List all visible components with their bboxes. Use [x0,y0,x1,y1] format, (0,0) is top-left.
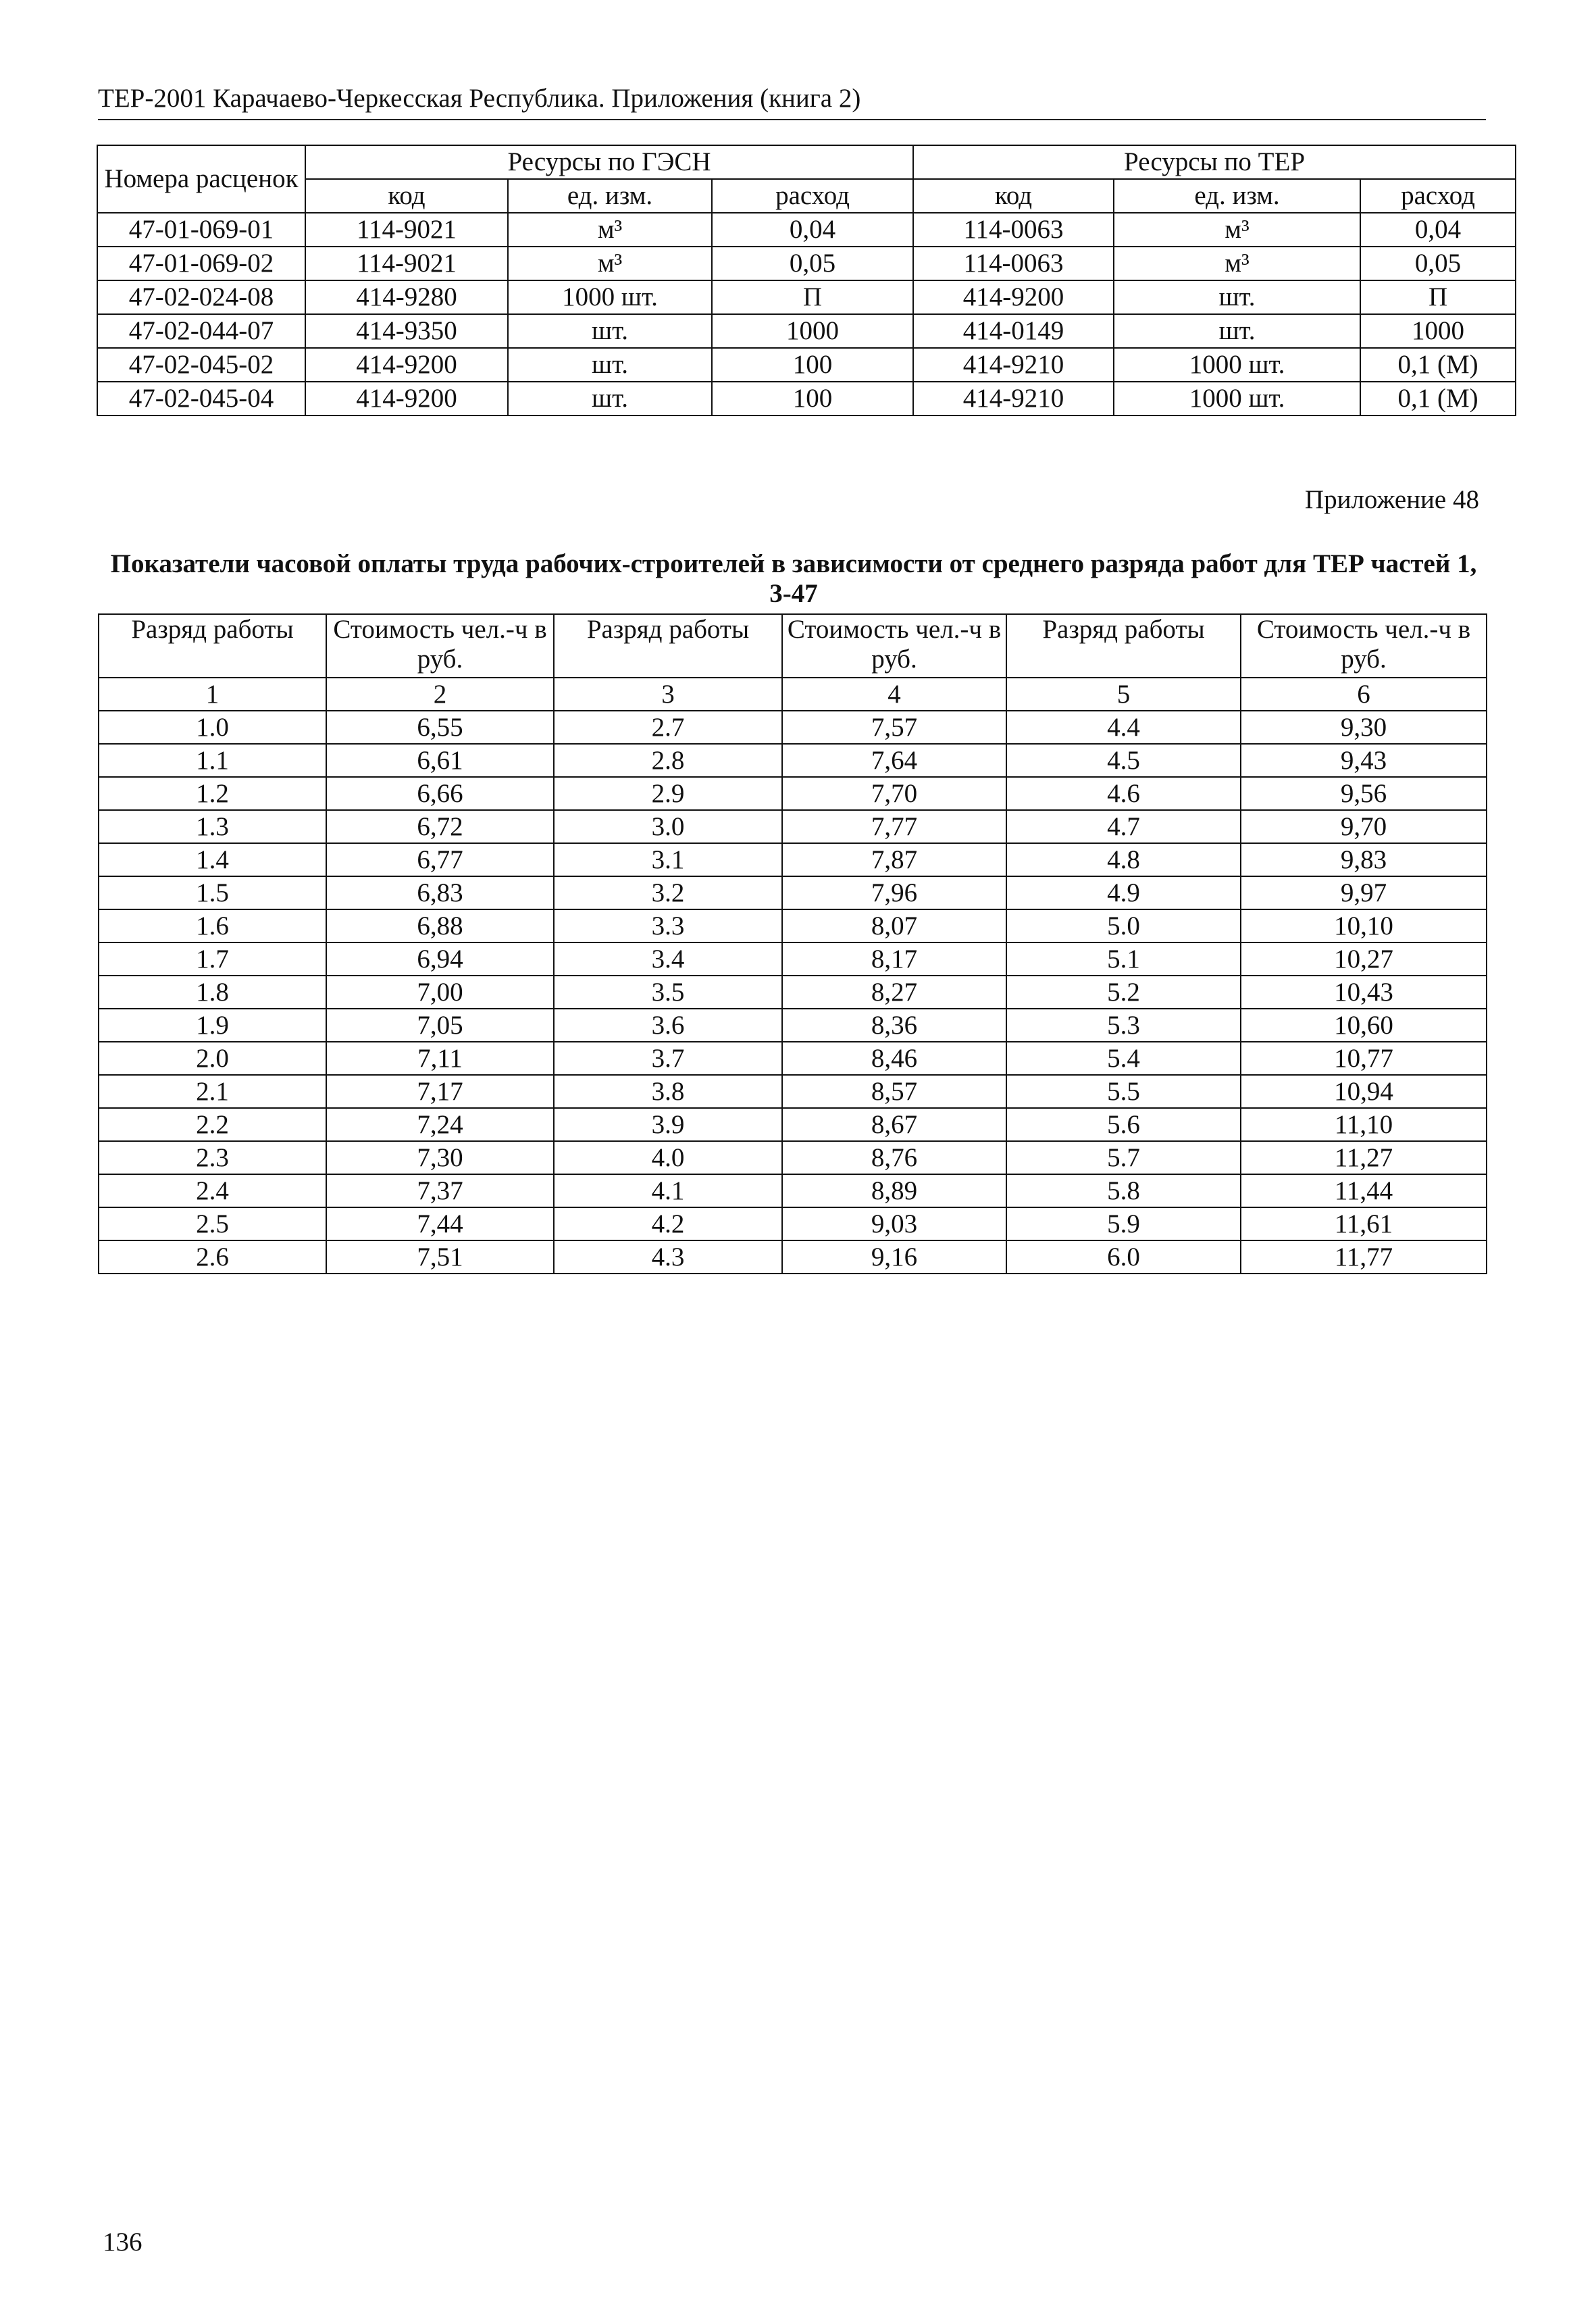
table-cell: 1000 [712,314,913,348]
table-cell: 3.2 [554,876,782,909]
table-cell: 6,61 [326,744,554,777]
table-row [99,909,1487,942]
table-cell: 4.3 [554,1240,782,1274]
table-cell: 7,00 [326,976,554,1009]
table-cell: 5.9 [1006,1207,1241,1240]
table-cell: 414-9200 [305,382,508,416]
table-cell: 414-0149 [913,314,1114,348]
table-cell: 1.1 [99,744,326,777]
table-cell: 8,07 [782,909,1006,942]
cost-header: Стоимость чел.-ч в руб. [1241,614,1487,678]
table-cell: 8,46 [782,1042,1006,1075]
table-cell: шт. [508,348,712,382]
table-cell: 8,17 [782,942,1006,976]
table-cell: 2.8 [554,744,782,777]
table-cell: 11,77 [1241,1240,1487,1274]
table-cell: 1.5 [99,876,326,909]
table-row [99,777,1487,810]
table-cell: 8,76 [782,1141,1006,1174]
column-number: 4 [782,678,1006,711]
table-cell: 11,61 [1241,1207,1487,1240]
table-cell: 5.4 [1006,1042,1241,1075]
table-cell: 7,77 [782,810,1006,843]
table-cell: 8,27 [782,976,1006,1009]
ter-unit-header: ед. изм. [1114,179,1360,213]
resource-head-row [97,145,1516,179]
cost-header: Стоимость чел.-ч в руб. [326,614,554,678]
table-cell: 5.7 [1006,1141,1241,1174]
table-cell: 114-0063 [913,213,1114,247]
table-cell: 5.2 [1006,976,1241,1009]
table-cell: 6,72 [326,810,554,843]
table-cell: 2.4 [99,1174,326,1207]
table-row [99,711,1487,744]
column-number: 2 [326,678,554,711]
table-cell: 5.5 [1006,1075,1241,1108]
table-cell: 4.1 [554,1174,782,1207]
table-row [97,382,1516,416]
table-cell: 9,56 [1241,777,1487,810]
table-row [97,213,1516,247]
table-row [97,280,1516,314]
table-cell: 6,66 [326,777,554,810]
rate-number-header: Номера расценок [97,145,305,213]
column-number: 6 [1241,678,1487,711]
table-cell: 6,94 [326,942,554,976]
table-row [99,1207,1487,1240]
table-row [99,1174,1487,1207]
table-cell: 0,1 (М) [1360,382,1516,416]
grade-header: Разряд работы [554,614,782,678]
rate-table-body [99,614,1487,1274]
table-cell: 10,77 [1241,1042,1487,1075]
table-cell: 9,83 [1241,843,1487,876]
table-cell: 3.4 [554,942,782,976]
table-cell: 414-9200 [305,348,508,382]
table-cell: 0,05 [712,247,913,280]
table-cell: 10,27 [1241,942,1487,976]
table-cell: 2.2 [99,1108,326,1141]
table-cell: 4.5 [1006,744,1241,777]
table-cell: 7,24 [326,1108,554,1141]
table-cell: 4.2 [554,1207,782,1240]
gesn-group-header: Ресурсы по ГЭСН [305,145,913,179]
ter-group-header: Ресурсы по ТЕР [913,145,1516,179]
table-cell: 2.1 [99,1075,326,1108]
column-number: 3 [554,678,782,711]
table-cell: 7,87 [782,843,1006,876]
table-row [97,348,1516,382]
table-cell: 4.6 [1006,777,1241,810]
table-cell: 7,57 [782,711,1006,744]
table-cell: 3.9 [554,1108,782,1141]
table-cell: 7,30 [326,1141,554,1174]
table-cell: 9,30 [1241,711,1487,744]
table-cell: 8,57 [782,1075,1006,1108]
table-cell: 10,43 [1241,976,1487,1009]
table-cell: 6,55 [326,711,554,744]
rate-table [98,613,1487,1274]
cost-header: Стоимость чел.-ч в руб. [782,614,1006,678]
page-number: 136 [103,2228,143,2257]
table-cell: 9,43 [1241,744,1487,777]
table-cell: шт. [1114,280,1360,314]
rate-head-row [99,614,1487,678]
table-cell: 1.6 [99,909,326,942]
table-cell: 47-01-069-01 [97,213,305,247]
table-cell: 10,94 [1241,1075,1487,1108]
table-cell: 1000 [1360,314,1516,348]
table-row [99,1108,1487,1141]
table-cell: 3.6 [554,1009,782,1042]
table-row [99,1240,1487,1274]
table-row [99,810,1487,843]
table-cell: 1000 шт. [1114,348,1360,382]
table-cell: 3.3 [554,909,782,942]
table-cell: 5.0 [1006,909,1241,942]
column-number-row [99,678,1487,711]
table-cell: 8,89 [782,1174,1006,1207]
table-row [99,976,1487,1009]
table-cell: 4.8 [1006,843,1241,876]
table-cell: 414-9280 [305,280,508,314]
table-cell: 1.4 [99,843,326,876]
table-row [97,247,1516,280]
table-cell: шт. [508,314,712,348]
table-cell: 47-02-044-07 [97,314,305,348]
table-cell: 9,70 [1241,810,1487,843]
column-number: 1 [99,678,326,711]
table-cell: П [712,280,913,314]
table-cell: 8,36 [782,1009,1006,1042]
table-cell: 7,05 [326,1009,554,1042]
column-number: 5 [1006,678,1241,711]
table-row [99,1009,1487,1042]
table-cell: 7,64 [782,744,1006,777]
table-cell: 10,60 [1241,1009,1487,1042]
table-cell: 5.8 [1006,1174,1241,1207]
rate-table-title: Показатели часовой оплаты труда рабочих-строителей в зависимости от среднего разряда работ для ТЕР частей 1, 3-47 [110,549,1477,608]
table-cell: П [1360,280,1516,314]
table-cell: 7,70 [782,777,1006,810]
table-row [99,1042,1487,1075]
table-cell: шт. [508,382,712,416]
table-cell: 2.3 [99,1141,326,1174]
table-cell: 9,16 [782,1240,1006,1274]
table-row [99,744,1487,777]
table-cell: 1.2 [99,777,326,810]
table-cell: 11,27 [1241,1141,1487,1174]
table-cell: 5.6 [1006,1108,1241,1141]
table-cell: 11,10 [1241,1108,1487,1141]
resource-table-body [97,145,1516,416]
table-cell: 1.8 [99,976,326,1009]
table-cell: 47-02-024-08 [97,280,305,314]
table-cell: 414-9210 [913,348,1114,382]
table-cell: 1.7 [99,942,326,976]
resource-table [97,145,1516,416]
table-cell: м³ [1114,213,1360,247]
table-cell: 7,96 [782,876,1006,909]
table-cell: 7,37 [326,1174,554,1207]
table-cell: 10,10 [1241,909,1487,942]
resource-subhead-row [97,179,1516,213]
table-cell: 47-02-045-02 [97,348,305,382]
ter-consumption-header: расход [1360,179,1516,213]
table-cell: 7,11 [326,1042,554,1075]
table-cell: 2.5 [99,1207,326,1240]
table-cell: 6,88 [326,909,554,942]
table-cell: 2.7 [554,711,782,744]
table-cell: 0,05 [1360,247,1516,280]
grade-header: Разряд работы [1006,614,1241,678]
table-row [99,1075,1487,1108]
table-cell: 2.6 [99,1240,326,1274]
table-cell: 6.0 [1006,1240,1241,1274]
table-cell: 3.0 [554,810,782,843]
table-cell: 100 [712,348,913,382]
table-cell: 3.7 [554,1042,782,1075]
table-cell: 4.4 [1006,711,1241,744]
table-cell: м³ [508,213,712,247]
table-cell: 3.8 [554,1075,782,1108]
table-cell: 1000 шт. [1114,382,1360,416]
table-cell: 0,1 (М) [1360,348,1516,382]
table-row [99,1141,1487,1174]
table-cell: 4.9 [1006,876,1241,909]
table-cell: 7,17 [326,1075,554,1108]
gesn-unit-header: ед. изм. [508,179,712,213]
table-cell: 5.1 [1006,942,1241,976]
running-header: ТЕР-2001 Карачаево-Черкесская Республика. Приложения (книга 2) [98,84,861,113]
table-cell: 114-9021 [305,213,508,247]
gesn-consumption-header: расход [712,179,913,213]
table-cell: шт. [1114,314,1360,348]
ter-code-header: код [913,179,1114,213]
table-cell: 9,03 [782,1207,1006,1240]
table-cell: 114-9021 [305,247,508,280]
gesn-code-header: код [305,179,508,213]
table-cell: 6,83 [326,876,554,909]
table-cell: 1.9 [99,1009,326,1042]
table-row [99,942,1487,976]
table-cell: 414-9350 [305,314,508,348]
table-cell: 1000 шт. [508,280,712,314]
grade-header: Разряд работы [99,614,326,678]
table-cell: 7,51 [326,1240,554,1274]
table-cell: 6,77 [326,843,554,876]
table-cell: 3.5 [554,976,782,1009]
table-cell: 414-9200 [913,280,1114,314]
table-cell: 4.7 [1006,810,1241,843]
appendix-label: Приложение 48 [1304,485,1479,514]
table-cell: 9,97 [1241,876,1487,909]
table-cell: 3.1 [554,843,782,876]
table-row [99,843,1487,876]
table-cell: 0,04 [1360,213,1516,247]
table-cell: 5.3 [1006,1009,1241,1042]
table-row [99,876,1487,909]
table-cell: 114-0063 [913,247,1114,280]
table-cell: 47-01-069-02 [97,247,305,280]
table-row [97,314,1516,348]
table-cell: 2.9 [554,777,782,810]
table-cell: м³ [508,247,712,280]
table-cell: 1.0 [99,711,326,744]
table-cell: 8,67 [782,1108,1006,1141]
table-cell: 1.3 [99,810,326,843]
table-cell: 414-9210 [913,382,1114,416]
header-rule [98,119,1486,120]
table-cell: 2.0 [99,1042,326,1075]
table-cell: 0,04 [712,213,913,247]
table-cell: 4.0 [554,1141,782,1174]
table-cell: 11,44 [1241,1174,1487,1207]
table-cell: м³ [1114,247,1360,280]
table-cell: 7,44 [326,1207,554,1240]
table-cell: 100 [712,382,913,416]
table-cell: 47-02-045-04 [97,382,305,416]
